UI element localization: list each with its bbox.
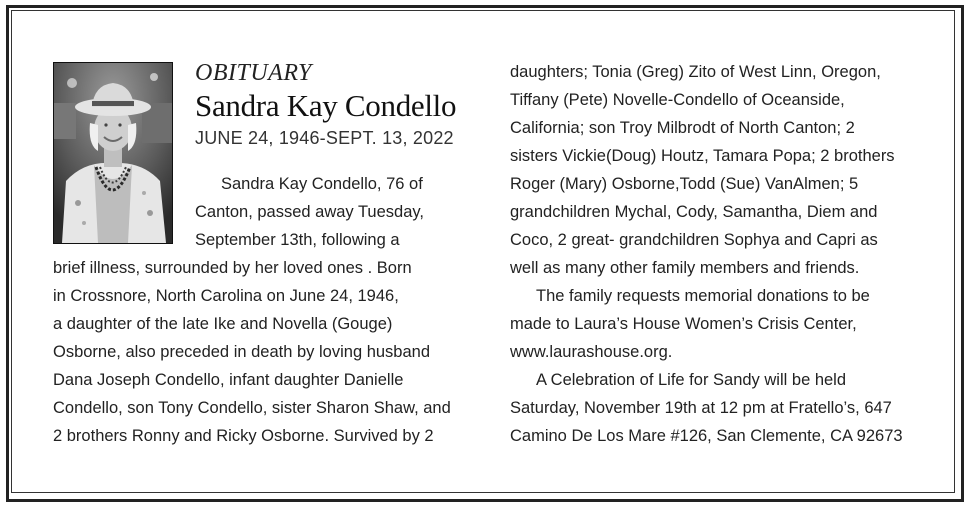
- text-line: Canton, passed away Tuesday,: [195, 203, 425, 221]
- text-line: Coco, 2 great- grandchildren Sophya and Capri as: [510, 231, 878, 249]
- text-line: Tiffany (Pete) Novelle-Condello of Oceanside,: [510, 91, 845, 109]
- text-line: brief illness, surrounded by her loved ones . Born: [53, 259, 412, 277]
- text-line: A Celebration of Life for Sandy will be held: [536, 371, 847, 389]
- section-label: OBITUARY: [195, 60, 312, 86]
- life-dates: JUNE 24, 1946-SEPT. 13, 2022: [195, 128, 454, 148]
- text-line: The family requests memorial donations to be: [536, 287, 870, 305]
- text-line: grandchildren Mychal, Cody, Samantha, Diem and: [510, 203, 878, 221]
- text-line: www.laurashouse.org.: [510, 343, 673, 361]
- portrait-photo-icon: [53, 62, 173, 244]
- text-line: September 13th, following a: [195, 231, 400, 249]
- text-line: a daughter of the late Ike and Novella (Gouge): [53, 315, 393, 333]
- text-line: well as many other family members and friends.: [510, 259, 860, 277]
- text-line: California; son Troy Milbrodt of North Canton; 2: [510, 119, 855, 137]
- text-line: Sandra Kay Condello, 76 of: [221, 175, 423, 193]
- text-line: 2 brothers Ronny and Ricky Osborne. Survived by 2: [53, 427, 434, 445]
- text-line: Dana Joseph Condello, infant daughter Danielle: [53, 371, 404, 389]
- text-line: Roger (Mary) Osborne,Todd (Sue) VanAlmen; 5: [510, 175, 859, 193]
- text-line: made to Laura’s House Women’s Crisis Center,: [510, 315, 857, 333]
- text-line: daughters; Tonia (Greg) Zito of West Linn, Oregon,: [510, 63, 881, 81]
- text-line: Camino De Los Mare #126, San Clemente, CA 92673: [510, 427, 903, 445]
- text-line: in Crossnore, North Carolina on June 24, 1946,: [53, 287, 399, 305]
- text-line: Condello, son Tony Condello, sister Sharon Shaw, and: [53, 399, 451, 417]
- text-line: Osborne, also preceded in death by loving husband: [53, 343, 431, 361]
- deceased-name: Sandra Kay Condello: [195, 88, 457, 123]
- text-line: sisters Vickie(Doug) Houtz, Tamara Popa; 2 brothers: [510, 147, 895, 165]
- text-line: Saturday, November 19th at 12 pm at Fratello’s, 647: [510, 399, 892, 417]
